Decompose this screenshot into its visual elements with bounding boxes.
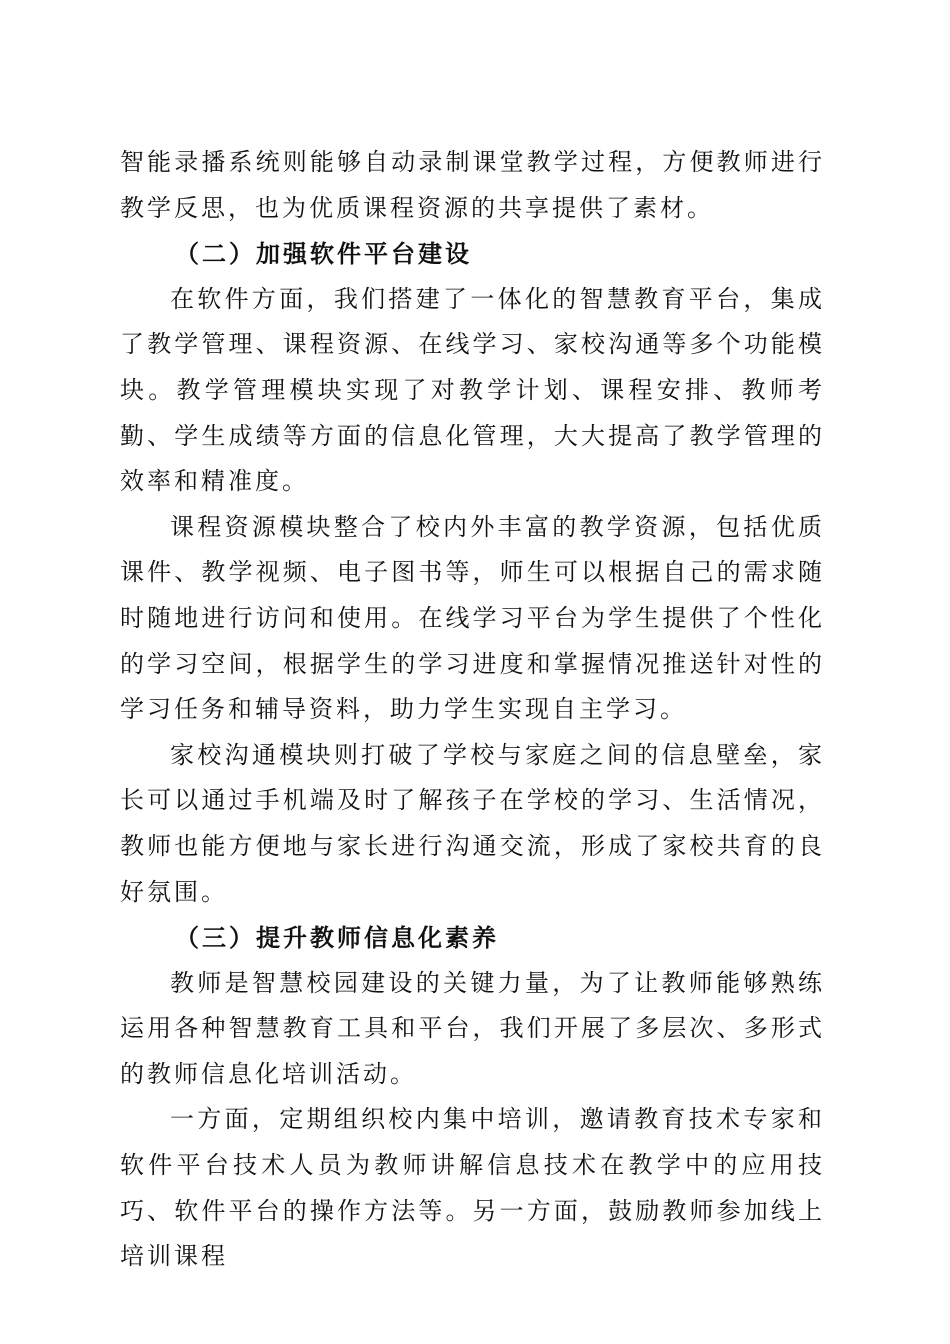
document-page	[120, 140, 825, 1280]
paragraph-recording-system: 智能录播系统则能够自动录制课堂教学过程，方便教师进行教学反思，也为优质课程资源的共享提供了素材。	[120, 148, 825, 222]
paragraph-training: 一方面，定期组织校内集中培训，邀请教育技术专家和软件平台技术人员为教师讲解信息技术在教学中的应用技巧、软件平台的操作方法等。另一方面，鼓励教师参加线上培训课程	[120, 1105, 825, 1271]
paragraph-home-school: 家校沟通模块则打破了学校与家庭之间的信息壁垒，家长可以通过手机端及时了解孩子在学校的学习、生活情况，教师也能方便地与家长进行沟通交流，形成了家校共育的良好氛围。	[120, 740, 825, 906]
paragraph-software-platform: 在软件方面，我们搭建了一体化的智慧教育平台，集成了教学管理、课程资源、在线学习、家校沟通等多个功能模块。教学管理模块实现了对教学计划、课程安排、教师考勤、学生成绩等方面的信息化管理，大大提高了教学管理的效率和精准度。	[120, 284, 825, 496]
section-heading-teacher-literacy: （三）提升教师信息化素养	[175, 923, 499, 953]
section-heading-software-platform: （二）加强软件平台建设	[175, 239, 472, 269]
paragraph-course-resources: 课程资源模块整合了校内外丰富的教学资源，包括优质课件、教学视频、电子图书等，师生可以根据自己的需求随时随地进行访问和使用。在线学习平台为学生提供了个性化的学习空间，根据学生的学习进度和掌握情况推送针对性的学习任务和辅导资料，助力学生实现自主学习。	[120, 512, 825, 724]
paragraph-teacher-key-force: 教师是智慧校园建设的关键力量，为了让教师能够熟练运用各种智慧教育工具和平台，我们开展了多层次、多形式的教师信息化培训活动。	[120, 968, 825, 1088]
